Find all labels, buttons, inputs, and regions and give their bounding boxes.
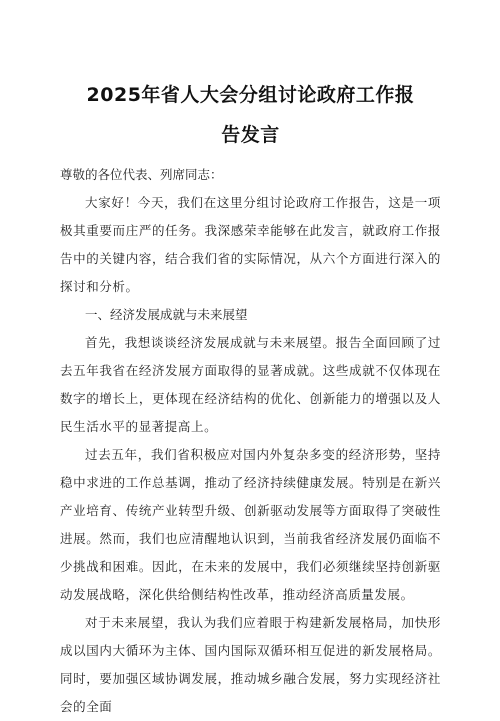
- salutation: 尊敬的各位代表、列席同志：: [60, 167, 223, 182]
- paragraph-opening: 大家好！今天，我们在这里分组讨论政府工作报告，这是一项极其重要而庄严的任务。我深感荣幸能够在此发言，就政府工作报告中的关键内容，结合我们省的实际情况，从六个方面进行深入的探讨和分析。: [60, 195, 441, 294]
- paragraph-achievements: 首先，我想谈谈经济发展成就与未来展望。报告全面回顾了过去五年我省在经济发展方面取得的显著成就。这些成就不仅体现在数字的增长上，更体现在经济结构的优化、创新能力的增强以及人民生活水平的显著提高上。: [60, 335, 441, 434]
- paragraph-past-five-years: 过去五年，我们省积极应对国内外复杂多变的经济形势，坚持稳中求进的工作总基调，推动了经济持续健康发展。特别是在新兴产业培育、传统产业转型升级、创新驱动发展等方面取得了突破性进展。然而，我们也应清醒地认识到，当前我省经济发展仍面临不少挑战和困难。因此，在未来的发展中，我们必须继续坚持创新驱动发展战略，深化供给侧结构性改革，推动经济高质量发展。: [60, 447, 441, 602]
- document-title: [60, 75, 441, 155]
- paragraph-future-outlook: 对于未来展望，我认为我们应着眼于构建新发展格局，加快形成以国内大循环为主体、国内国际双循环相互促进的新发展格局。同时，要加强区域协调发展，推动城乡融合发展，努力实现经济社会的全面: [60, 615, 441, 714]
- section-heading-1: 一、经济发展成就与未来展望: [85, 307, 248, 322]
- title-line-1: 2025年省人大会分组讨论政府工作报: [86, 84, 415, 106]
- title-line-2: 告发言: [221, 124, 280, 146]
